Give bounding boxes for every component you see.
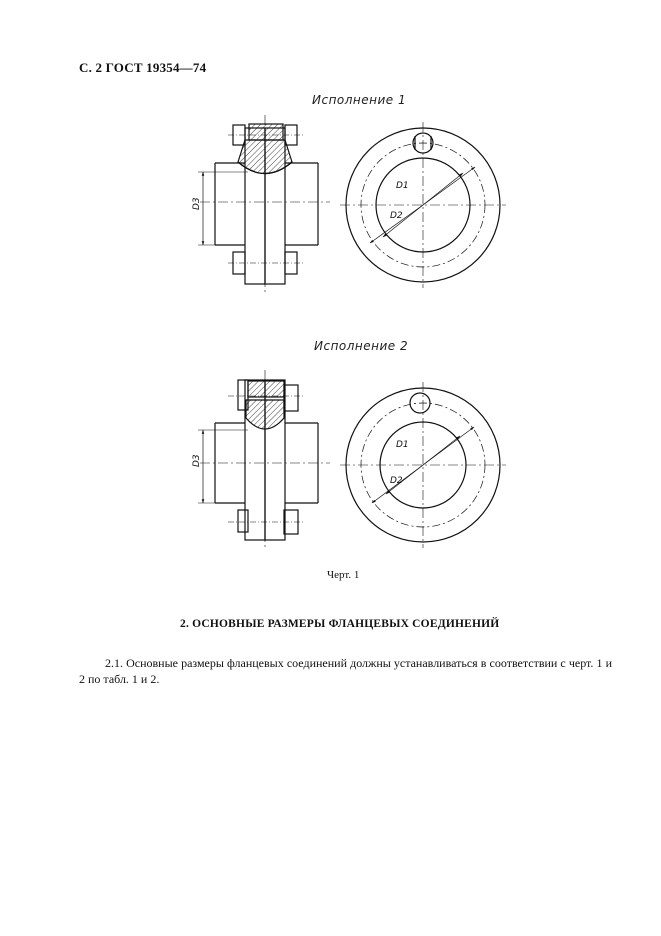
variant-2-caption: Исполнение 2: [314, 339, 409, 353]
d3-label-1: D3: [192, 197, 202, 210]
variant-1-caption: Исполнение 1: [312, 93, 407, 107]
section-title: 2. ОСНОВНЫЕ РАЗМЕРЫ ФЛАНЦЕВЫХ СОЕДИНЕНИЙ: [180, 618, 500, 630]
paragraph-2-1: 2.1. Основные размеры фланцевых соединений должны устанавливаться в соответствии с черт. 1 и 2 по табл. 1 и 2.: [79, 656, 612, 686]
variant-1-side-view: [198, 115, 330, 292]
variant-2-front-view: [340, 382, 506, 548]
d2-label-1: D2: [390, 211, 403, 221]
page-header: С. 2 ГОСТ 19354—74: [79, 60, 207, 75]
variant-1-front-view: [340, 122, 506, 288]
d2-label-2: D2: [390, 476, 403, 486]
variant-2-side-view: [198, 370, 330, 548]
figure-caption: Черт. 1: [327, 569, 360, 581]
d3-label-2: D3: [192, 454, 202, 467]
d1-label-2: D1: [396, 440, 409, 450]
d1-label-1: D1: [396, 181, 409, 191]
